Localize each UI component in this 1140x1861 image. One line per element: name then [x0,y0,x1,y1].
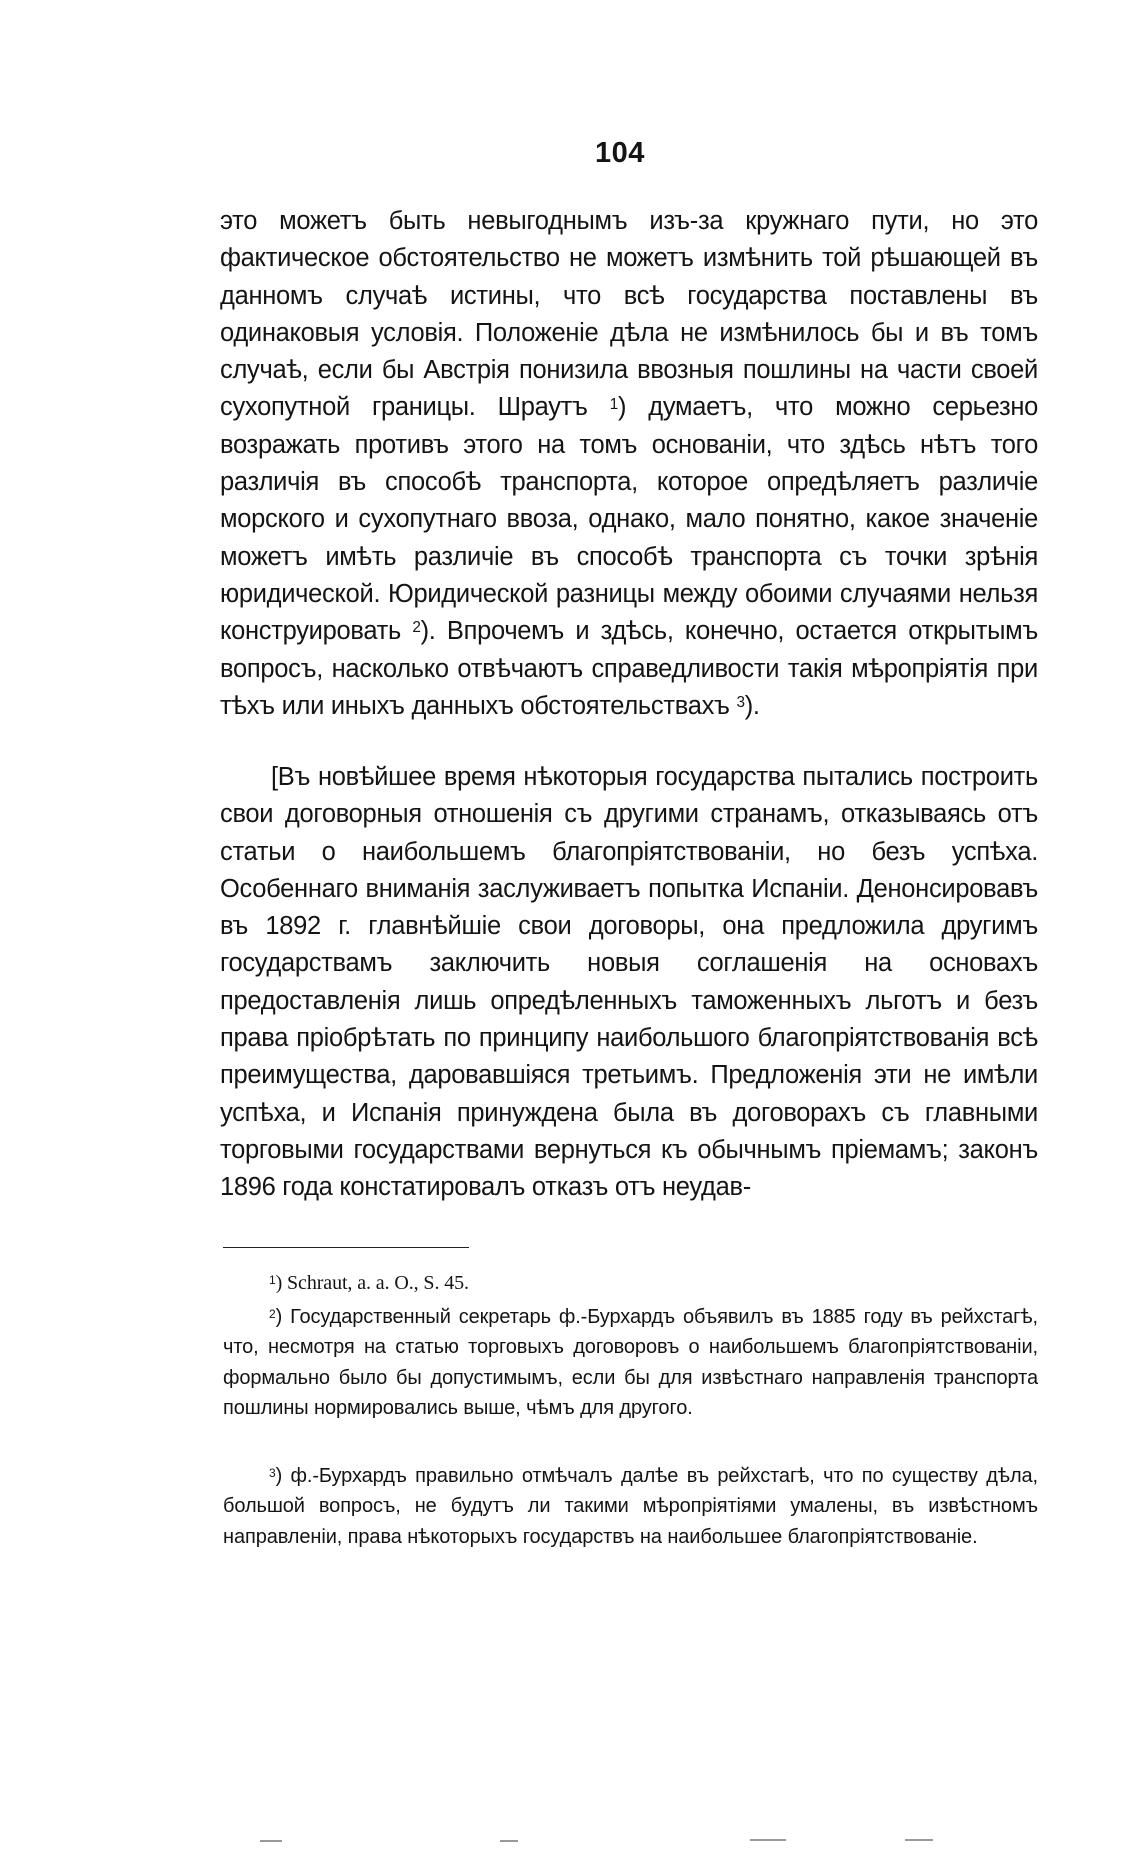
footnote-3-marker: 3 [269,1465,276,1480]
scan-artifact [260,1840,282,1842]
footnote-1 [223,1268,1038,1298]
footnote-ref-3: 3 [736,693,745,711]
footnote-2 [223,1302,1038,1424]
footnote-1-text: ) Schraut, a. a. O., S. 45. [275,1272,469,1294]
page-number: 104 [595,137,645,169]
paragraph-1-middle: ) думаетъ, что можно серьезно возражать противъ этого на томъ основаніи, что здѣсь нѣтъ того различія въ способѣ транспорта, которое опредѣляетъ различіе морского и сухопутнаго ввоза, однако, мало понятно, какое значеніе можетъ имѣть различіе въ способѣ транспорта съ точки зрѣнія юридической. Юридической разницы между обоими случаями нельзя конструировать [220,393,1038,646]
footnote-separator [223,1247,469,1248]
footnote-3-text: ) ф.-Бурхардъ правильно отмѣчалъ далѣе въ рейхстагѣ, что по существу дѣла, большой вопросъ, не будутъ ли такими мѣропріятіями умалены, въ извѣстномъ направленіи, права нѣкоторыхъ государствъ на наибольшее благопріятствованіе. [223,1465,1038,1548]
scan-artifact [905,1839,933,1841]
footnote-ref-2: 2 [412,619,421,637]
scan-artifact [750,1839,786,1841]
paragraph-1-text [220,203,1038,725]
paragraph-1-before: это можетъ быть невыгоднымъ изъ-за кружнаго пути, но это фактическое обстоятельство не можетъ измѣнить той рѣшающей въ данномъ случаѣ истины, что всѣ государства поставлены въ одинаковыя условія. Положеніе дѣла не измѣнилось бы и въ томъ случаѣ, если бы Австрія понизила ввозныя пошлины на части своей сухопутной границы. Шраутъ [220,207,1038,422]
footnote-1-marker: 1 [269,1272,276,1287]
footnote-ref-1: 1 [609,395,618,413]
scan-artifact [500,1840,518,1842]
paragraph-1-middle2: ). Впрочемъ и здѣсь, конечно, остается открытымъ вопросъ, насколько отвѣчаютъ справедливости такія мѣропріятія при тѣхъ или иныхъ данныхъ обстоятельствахъ [220,617,1038,720]
paragraph-1-after: ). [744,691,760,720]
paragraph-2 [220,759,1038,1207]
footnote-2-marker: 2 [269,1306,276,1321]
paragraph-1 [220,203,1038,725]
paragraph-2-text: [Въ новѣйшее время нѣкоторыя государства пытались построить свои договорныя отношенія съ другими странамъ, отказываясь отъ статьи о наибольшемъ благопріятствованіи, но безъ успѣха. Особеннаго вниманія заслуживаетъ попытка Испаніи. Денонсировавъ въ 1892 г. главнѣйшіе свои договоры, она предложила другимъ государствамъ заключить новыя соглашенія на основахъ предоставленія лишь опредѣленныхъ таможенныхъ льготъ и безъ права пріобрѣтать по принципу наибольшого благопріятствованія всѣ преимущества, даровавшіяся третьимъ. Предложенія эти не имѣли успѣха, и Испанія принуждена была въ договорахъ съ главными торговыми государствами вернуться къ обычнымъ пріемамъ; законъ 1896 года констатировалъ отказъ отъ неудав- [220,763,1038,1202]
footnote-2-text: ) Государственный секретарь ф.-Бурхардъ объявилъ въ 1885 году въ рейхстагѣ, что, несмотря на статью торговыхъ договоровъ о наибольшемъ благопріятствованіи, формально было бы допустимымъ, если бы для извѣстнаго направленія транспорта пошлины нормировались выше, чѣмъ для другого. [223,1306,1038,1420]
footnote-3 [223,1461,1038,1552]
